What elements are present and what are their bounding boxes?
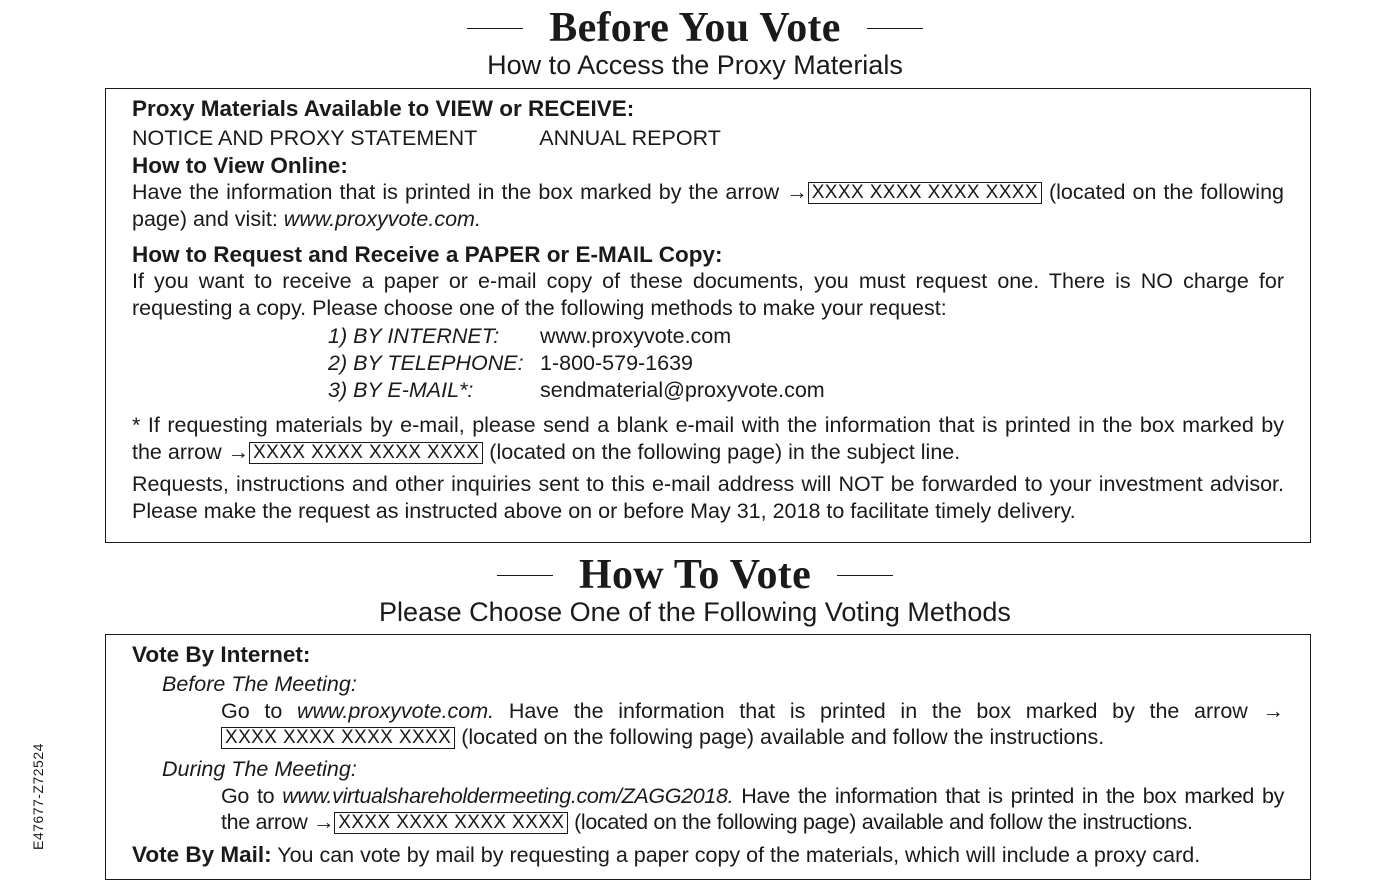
title-rule-right bbox=[867, 28, 923, 29]
vote-internet-heading: Vote By Internet: bbox=[132, 642, 311, 667]
virtual-meeting-link[interactable]: www.virtualshareholdermeeting.com/ZAGG2018. bbox=[282, 784, 734, 808]
requests-note: Requests, instructions and other inquiries sent to this e-mail address will NOT be forwarded to your investment advisor. Please make the request as instructed above on or before May 31, 2018 to facilitate timely delivery. bbox=[132, 472, 1284, 523]
request-heading: How to Request and Receive a PAPER or E-MAIL Copy: bbox=[132, 242, 723, 267]
vote-by-mail bbox=[132, 841, 1284, 869]
control-number-box: XXXX XXXX XXXX XXXX bbox=[808, 182, 1042, 204]
method-telephone-number[interactable]: 1-800-579-1639 bbox=[540, 351, 694, 375]
proxyvote-link[interactable]: www.proxyvote.com. bbox=[296, 699, 495, 723]
title-rule-left bbox=[467, 28, 523, 29]
before-subtitle: How to Access the Proxy Materials bbox=[487, 50, 903, 80]
available-heading: Proxy Materials Available to VIEW or RECEIVE: bbox=[132, 96, 635, 121]
document-list bbox=[132, 125, 1284, 152]
view-online-text: Have the information that is printed in the box marked by the arrow → XXXX XXXX XXXX XXXX (located on the following page) and visit: www.proxyvote.com. bbox=[132, 180, 1284, 231]
control-number-box: XXXX XXXX XXXX XXXX bbox=[221, 727, 455, 749]
method-telephone: 2) BY TELEPHONE: 1-800-579-1639 bbox=[328, 351, 694, 375]
during-meeting-label: During The Meeting: bbox=[162, 757, 357, 781]
before-you-vote-header bbox=[0, 6, 1390, 82]
before-meeting-label: Before The Meeting: bbox=[162, 672, 357, 696]
during-meeting-text: Go to www.virtualshareholdermeeting.com/ZAGG2018. Have the information that is printed in the box marked by the arrow → XXXX XXXX XXXX XXXX (located on the following page) available and follow the instructions. bbox=[221, 784, 1284, 834]
method-email-address[interactable]: sendmaterial@proxyvote.com bbox=[540, 378, 825, 402]
method-internet-url[interactable]: www.proxyvote.com bbox=[540, 324, 732, 348]
view-online-heading: How to View Online: bbox=[132, 153, 348, 178]
arrow-icon: → bbox=[786, 180, 808, 204]
document-code: E47677-Z72524 bbox=[30, 743, 46, 850]
request-methods bbox=[132, 322, 1284, 404]
document-notice: NOTICE AND PROXY STATEMENT bbox=[132, 126, 478, 150]
how-subtitle: Please Choose One of the Following Voting Methods bbox=[379, 597, 1011, 627]
vote-mail-heading: Vote By Mail: bbox=[132, 842, 272, 867]
title-rule-right bbox=[837, 575, 893, 576]
before-title: Before You Vote bbox=[549, 5, 841, 51]
vote-mail-text: You can vote by mail by requesting a paper copy of the materials, which will include a proxy card. bbox=[277, 843, 1201, 867]
how-to-vote-header bbox=[0, 553, 1390, 629]
proxyvote-link[interactable]: www.proxyvote.com. bbox=[283, 207, 481, 231]
method-email: 3) BY E-MAIL*: sendmaterial@proxyvote.com bbox=[328, 378, 825, 402]
email-note: * If requesting materials by e-mail, please send a blank e-mail with the information that is printed in the box marked by the arrow → XXXX XXXX XXXX XXXX (located on the following page) in the subject line. bbox=[132, 413, 1284, 464]
request-text: If you want to receive a paper or e-mail copy of these documents, you must request one. There is NO charge for requesting a copy. Please choose one of the following methods to make your request: bbox=[132, 269, 1284, 320]
title-rule-left bbox=[497, 575, 553, 576]
proxy-materials-box bbox=[105, 88, 1311, 543]
document-annual-report: ANNUAL REPORT bbox=[539, 126, 721, 150]
control-number-box: XXXX XXXX XXXX XXXX bbox=[249, 442, 483, 464]
arrow-icon: → bbox=[1262, 699, 1285, 723]
control-number-box: XXXX XXXX XXXX XXXX bbox=[334, 812, 568, 834]
voting-methods-box bbox=[105, 634, 1311, 880]
arrow-icon: → bbox=[313, 810, 335, 834]
method-internet: 1) BY INTERNET: www.proxyvote.com bbox=[328, 324, 732, 348]
how-title: How To Vote bbox=[578, 552, 812, 598]
before-meeting-text: Go to www.proxyvote.com. Have the information that is printed in the box marked by the arrow →XXXX XXXX XXXX XXXX (located on the following page) available and follow the instructions. bbox=[221, 699, 1285, 749]
arrow-icon: → bbox=[227, 440, 250, 464]
